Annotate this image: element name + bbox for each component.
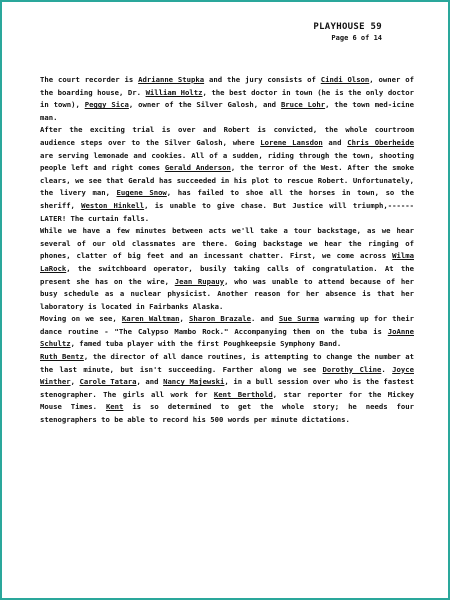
underlined-name: Joyce Winther [40, 364, 414, 387]
text-run: While we have a few minutes between acts we'll take a tour backstage, as we hear several of our old classmates are there. Going backstage we hear the ringing of phones, clatter of big feet and an incessant chatter. First, we come across [40, 226, 414, 261]
text-run: , the town med-icine man. [40, 100, 414, 122]
paragraph-5 [40, 351, 414, 427]
underlined-name: Carole Tatara [79, 377, 137, 387]
underlined-name: Adrianne Stupka [138, 75, 205, 84]
text-run: , is unable to give chase. But Justice will triumph,------ LATER! The curtain falls. [40, 200, 414, 223]
text-run: and [322, 137, 348, 147]
text-run: . [381, 364, 393, 374]
paragraph-3 [40, 225, 414, 313]
text-run: , the best doctor in town (he is the only doctor in town), [40, 87, 415, 110]
underlined-name: Dorothy Cline [322, 364, 382, 374]
underlined-name: Nancy Majewski [163, 377, 225, 387]
text-run: , the director of all dance routines, is attempting to change the number at the last minute, but isn't succeeding. Farther along we see [40, 352, 414, 374]
text-run: , and [136, 377, 164, 387]
text-run: The court recorder is [40, 75, 139, 84]
underlined-name: Chris Oberheide [347, 137, 415, 147]
underlined-name: Wilma LaRock [40, 251, 414, 273]
text-run: After the exciting trial is over and Robert is convicted, the whole courtroom audience steps over to the Silver Galosh, where [40, 125, 414, 147]
paragraph-1 [40, 74, 414, 124]
text-run: , has failed to shoe all the horses in town, so the sheriff, [40, 188, 414, 210]
underlined-name: Ruth Bentz [40, 352, 84, 362]
underlined-name: Lorene Lansdon [260, 137, 323, 147]
underlined-name: Kent Berthold [213, 389, 273, 399]
underlined-name: Eugene Snow [116, 188, 167, 198]
paragraph-2 [40, 124, 414, 225]
underlined-name: Peggy Sica [84, 100, 129, 110]
paragraph-4 [40, 313, 414, 351]
text-run: , owner of the boarding house, Dr. [40, 75, 414, 97]
text-run: , owner of the Silver Galosh, and [128, 100, 281, 110]
underlined-name: Jean Rupauy [174, 276, 225, 286]
text-run: , [179, 314, 190, 324]
underlined-name: Weston Hinkell [81, 200, 145, 210]
text-run: are serving lemonade and cookies. All of a sudden, riding through the town, shooting people left and right comes [40, 150, 414, 173]
underlined-name: Kent [105, 402, 124, 412]
text-run: and the jury consists of [204, 75, 321, 84]
text-run: , the switchboard operator, busily taking calls of congratulation. At the present she has on the wire, [40, 263, 414, 286]
text-run: , the terror of the West. After the smoke clears, we see that Gerald has succeeded in his plot to rescue Robert. Unfortunately, the livery man, [40, 163, 414, 198]
underlined-name: Sue Surma [278, 314, 319, 324]
text-run: Moving on we see, [40, 314, 122, 324]
underlined-name: Sharon Brazale [189, 314, 251, 324]
text-run: warming up for their dance routine - "The Calypso Mambo Rock." Accompanying them on the tuba is [40, 314, 414, 336]
text-run: is so determined to get the whole story; he needs four stenographers to be able to record his 500 words per minute dictations. [40, 402, 414, 425]
page-header [2, 22, 448, 50]
playbill-title: PLAYHOUSE 59 [313, 22, 382, 32]
underlined-name: Gerald Anderson [164, 163, 231, 173]
text-run: , [70, 377, 80, 387]
text-run: , who was unable to attend because of her busy schedule as a nuclear physicist. Another reason for her absence is that her laboratory is located in Fairbanks Alaska. [40, 276, 414, 311]
underlined-name: JoAnne Schultz [40, 326, 414, 349]
body-text [40, 74, 414, 427]
text-run: , famed tuba player with the first Poughkeepsie Symphony Band. [70, 339, 342, 349]
page-number: Page 6 of 14 [331, 34, 382, 42]
underlined-name: Bruce Lohr [280, 100, 326, 110]
underlined-name: Cindi Olson [320, 75, 370, 84]
text-run: . and [251, 314, 279, 324]
underlined-name: William Holtz [145, 87, 203, 97]
text-run: , star reporter for the Mickey Mouse Times. [40, 389, 414, 412]
underlined-name: Karen Waltman [121, 314, 180, 324]
text-run: , in a bull session over who is the fastest stenographer. The girls all work for [40, 377, 414, 399]
